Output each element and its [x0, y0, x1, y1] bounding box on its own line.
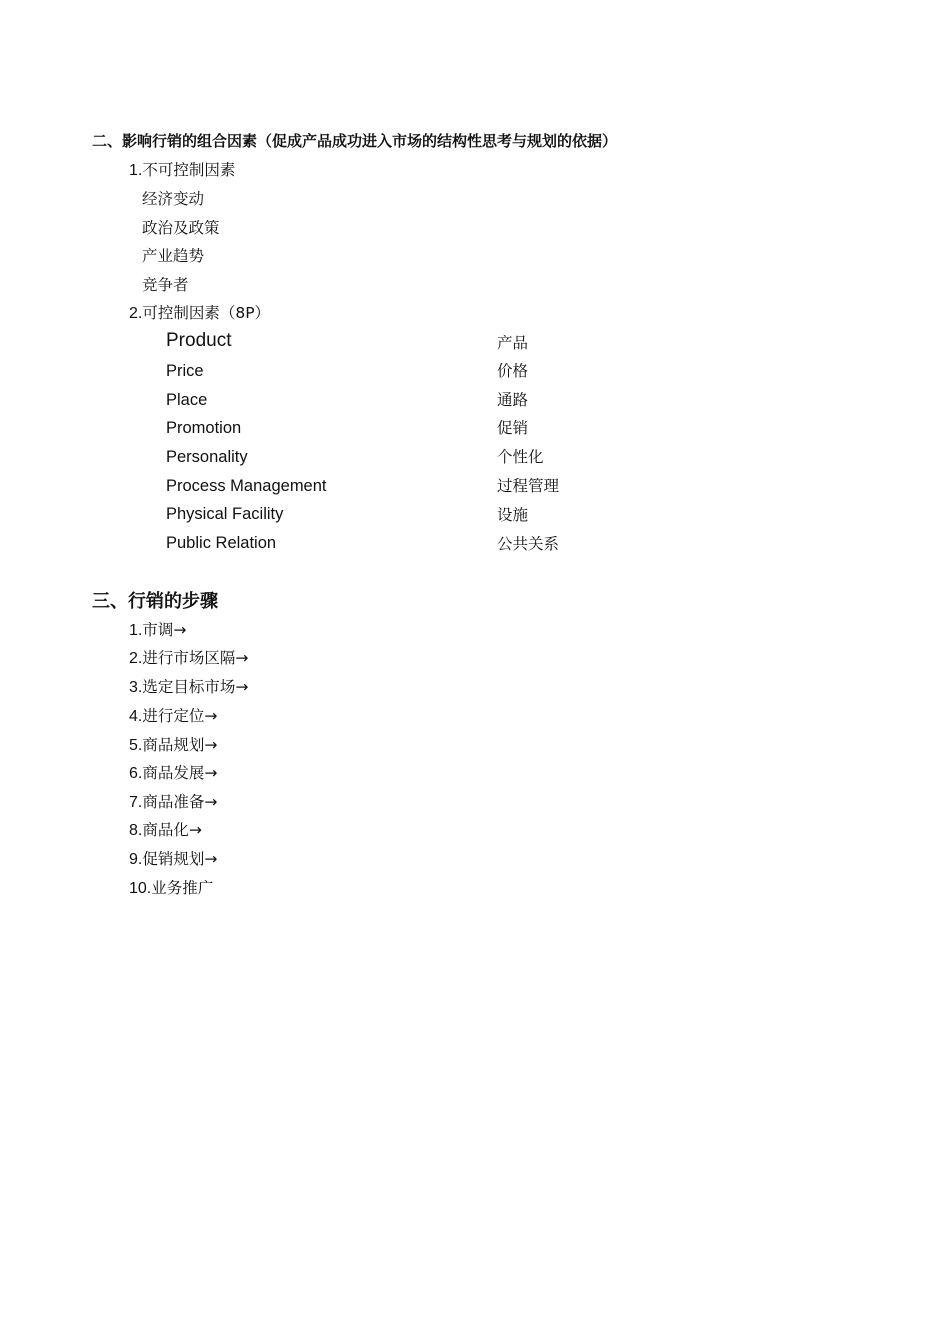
- factor-english: Place: [166, 391, 208, 409]
- step-item: [129, 820, 202, 841]
- step-item: [129, 620, 186, 641]
- factor-chinese: 过程管理: [497, 477, 560, 495]
- step-text: 进行定位→: [142, 707, 218, 725]
- factor-english: Product: [166, 330, 232, 351]
- factor-chinese: 通路: [497, 391, 529, 409]
- controllable-factors-heading: [129, 303, 270, 324]
- step-item: [129, 706, 217, 727]
- step-item: [129, 849, 217, 870]
- step-number: 4.: [129, 708, 143, 725]
- step-item: [129, 878, 213, 899]
- step-number: 8.: [129, 822, 143, 839]
- factor-chinese: 促销: [497, 419, 529, 437]
- step-text: 商品准备→: [142, 793, 218, 811]
- step-number: 10.: [129, 880, 152, 897]
- uncontrollable-item: 产业趋势: [142, 247, 205, 265]
- step-text: 市调→: [142, 621, 187, 639]
- uncontrollable-item: 经济变动: [142, 190, 205, 208]
- factor-english: Process Management: [166, 477, 327, 495]
- step-item: [129, 792, 217, 813]
- step-text: 商品规划→: [142, 736, 218, 754]
- factor-chinese: 设施: [497, 506, 529, 524]
- step-number: 2.: [129, 650, 143, 667]
- step-number: 7.: [129, 794, 143, 811]
- uncontrollable-label: 不可控制因素: [142, 161, 236, 179]
- factor-chinese: 公共关系: [497, 535, 560, 553]
- step-number: 1.: [129, 622, 143, 639]
- factor-english: Promotion: [166, 419, 242, 437]
- uncontrollable-number: 1.: [129, 162, 143, 179]
- factor-english: Personality: [166, 448, 248, 466]
- step-number: 3.: [129, 679, 143, 696]
- step-text: 商品发展→: [142, 764, 218, 782]
- factor-chinese: 价格: [497, 362, 529, 380]
- uncontrollable-item: 竞争者: [142, 276, 189, 294]
- step-number: 6.: [129, 765, 143, 782]
- step-text: 促销规划→: [142, 850, 218, 868]
- step-number: 9.: [129, 851, 143, 868]
- step-text: 选定目标市场→: [142, 678, 249, 696]
- step-text: 进行市场区隔→: [142, 649, 249, 667]
- factor-english: Public Relation: [166, 534, 277, 552]
- uncontrollable-item: 政治及政策: [142, 219, 220, 237]
- controllable-label: 可控制因素（8P）: [142, 304, 271, 322]
- section-3-heading: 三、行销的步骤: [92, 591, 218, 612]
- step-number: 5.: [129, 737, 143, 754]
- uncontrollable-factors-heading: [129, 160, 235, 181]
- step-text: 业务推广: [151, 879, 214, 897]
- step-item: [129, 648, 248, 669]
- step-item: [129, 735, 217, 756]
- factor-chinese: 个性化: [497, 448, 544, 466]
- factor-english: Physical Facility: [166, 505, 284, 523]
- factor-english: Price: [166, 362, 204, 380]
- controllable-number: 2.: [129, 305, 143, 322]
- step-item: [129, 763, 217, 784]
- factor-chinese: 产品: [497, 334, 529, 352]
- step-item: [129, 677, 248, 698]
- section-2-heading: 二、影响行销的组合因素（促成产品成功进入市场的结构性思考与规划的依据）: [92, 132, 618, 150]
- step-text: 商品化→: [142, 821, 202, 839]
